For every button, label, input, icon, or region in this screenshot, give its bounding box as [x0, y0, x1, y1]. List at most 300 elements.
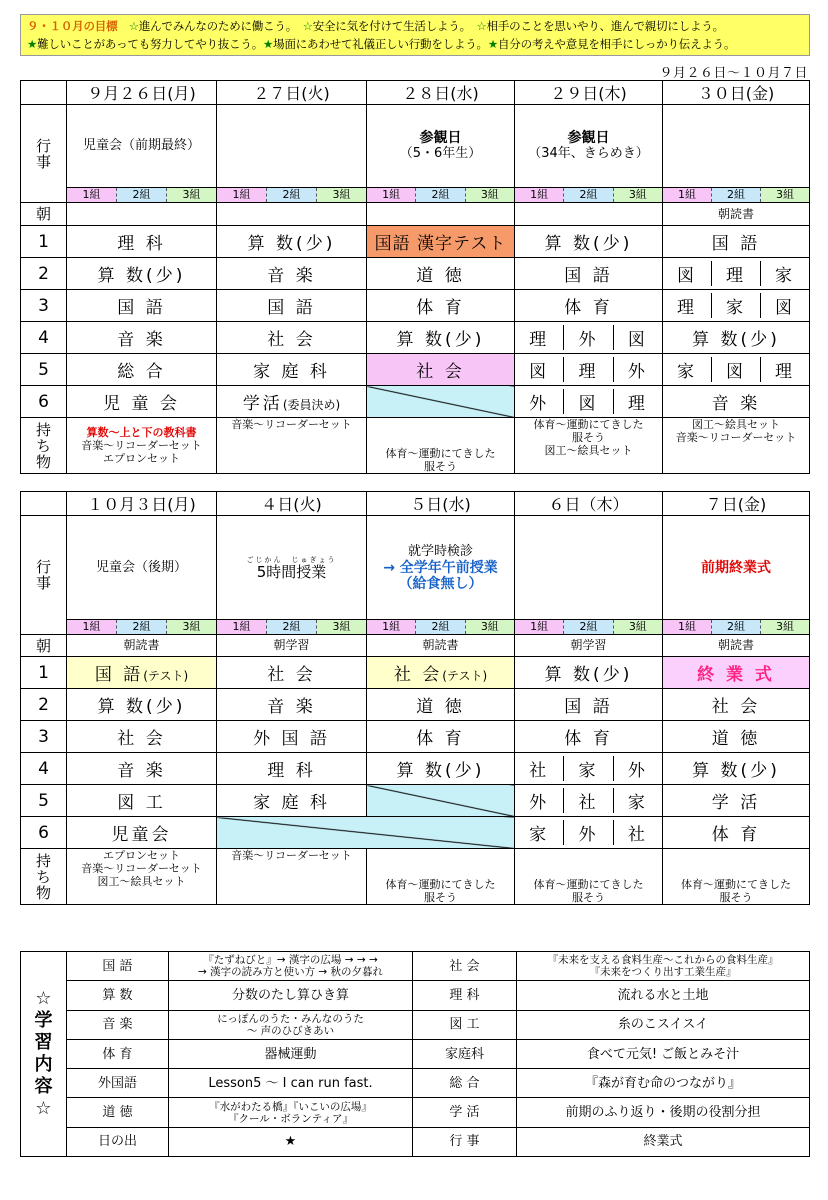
rotation-subject: 社 — [613, 820, 662, 845]
items-line: 服そう — [424, 460, 457, 473]
study-content-line: にっぽんのうた・みんなのうた — [217, 1012, 364, 1025]
class-label: 3組 — [466, 188, 514, 202]
rotation-subject: 外 — [563, 325, 612, 350]
subject-name: 算 数(少) — [544, 665, 633, 685]
period-number: 2 — [21, 689, 67, 721]
subject-cell — [663, 322, 810, 354]
subject-cell — [367, 226, 515, 258]
study-content-line: 『水がわたる橋』『いこいの広場』 — [209, 1100, 372, 1113]
class-strip — [217, 188, 367, 203]
day-header: ９月２６日(月) — [67, 81, 217, 105]
rotation-subject: 外 — [529, 793, 550, 813]
subject-note: (テスト) — [442, 669, 488, 683]
event-cell — [217, 516, 367, 620]
subject-name: 国 語 — [94, 665, 144, 685]
study-content — [169, 1010, 413, 1039]
subject-cell — [67, 721, 217, 753]
class-label: 1組 — [367, 188, 415, 202]
subject-name: 国 語 — [117, 298, 166, 318]
items-cell — [217, 849, 367, 905]
subject-name: 家 庭 科 — [253, 793, 330, 813]
study-vertical-title: ☆ 学 習 内 容 ☆ — [21, 952, 67, 1157]
subject-name: 道 徳 — [416, 266, 465, 286]
goal-segment: ★ — [263, 37, 274, 51]
subject-name: 社 会 — [416, 362, 465, 382]
rotation-subject: 図 — [613, 325, 662, 350]
subject-name: 国語 漢字テスト — [374, 234, 507, 254]
items-line: エプロンセット — [103, 849, 180, 862]
subject-name: 算 数(少) — [396, 761, 485, 781]
subject-cell — [515, 226, 663, 258]
day-header: ５日(水) — [367, 492, 515, 516]
subject-cell — [515, 657, 663, 689]
subject-cell — [663, 290, 810, 322]
rotation-subject: 理 — [760, 357, 809, 382]
study-content — [517, 1069, 810, 1098]
study-content-line: 前期のふり返り・後期の役割分担 — [565, 1105, 761, 1121]
study-content — [517, 1039, 810, 1068]
event-cell — [663, 516, 810, 620]
goal-segment: ☆ — [465, 19, 487, 33]
subject-note: (テスト) — [143, 669, 189, 683]
class-label: 3組 — [466, 620, 514, 634]
event-title: 参観日 — [419, 130, 462, 146]
study-subject: 総 合 — [413, 1069, 517, 1098]
items-line: 図工～絵具セット — [544, 444, 633, 457]
subject-cell — [217, 290, 367, 322]
subject-cell — [67, 290, 217, 322]
rotation-subject: 家 — [760, 261, 809, 286]
period-number: 4 — [21, 322, 67, 354]
subject-name: 国 語 — [267, 298, 316, 318]
study-content — [517, 981, 810, 1010]
rotation-subject: 理 — [711, 261, 760, 286]
subject-cell — [515, 721, 663, 753]
subject-cell — [663, 721, 810, 753]
class-label: 3組 — [167, 620, 216, 634]
day-header: ４日(火) — [217, 492, 367, 516]
class-label: 2組 — [415, 188, 465, 202]
study-subject: 学 活 — [413, 1098, 517, 1127]
study-content — [169, 981, 413, 1010]
study-content — [169, 1098, 413, 1127]
subject-name: 音 楽 — [711, 394, 761, 414]
goal-segment: 相手のことを思いやり、進んで親切にしよう。 — [486, 19, 724, 33]
subject-name: 総 合 — [117, 362, 166, 382]
subject-cell — [217, 817, 515, 849]
event-line: （5・6年生） — [399, 146, 482, 161]
class-strip — [367, 620, 515, 635]
class-label: 2組 — [563, 620, 613, 634]
subject-cell — [67, 753, 217, 785]
subject-cell — [67, 226, 217, 258]
class-strip — [367, 188, 515, 203]
class-label: 2組 — [116, 620, 167, 634]
gyoji-label: 行 事 — [21, 105, 67, 203]
rotation-subject: 家 — [529, 825, 550, 845]
rotation-subject: 理 — [613, 389, 662, 414]
study-content — [517, 952, 810, 981]
subject-name: 算 数(少) — [692, 330, 780, 350]
items-line: 音楽～リコーダーセット — [231, 418, 352, 431]
subject-name: 児 童 会 — [103, 394, 180, 414]
period-number: 3 — [21, 290, 67, 322]
event-cell — [515, 516, 663, 620]
items-line: 服そう — [572, 431, 605, 444]
goals-line-2 — [27, 35, 803, 53]
subject-name: 理 科 — [267, 761, 316, 781]
goal-segment: 場面にあわせて礼儀正しい行動をしよう。 — [273, 37, 488, 51]
goal-segment: 安全に気を付けて生活しよう。 — [312, 19, 466, 33]
class-label: 1組 — [67, 188, 116, 202]
subject-name: 理 科 — [117, 234, 166, 254]
subject-name: 算 数(少) — [396, 330, 485, 350]
event-cell — [67, 516, 217, 620]
subject-cell — [217, 258, 367, 290]
goal-segment: ９・１０月の目標 — [27, 19, 118, 33]
study-content-line: 『未来を支える食料生産～これからの食料生産』 — [547, 954, 779, 967]
items-line: 服そう — [424, 891, 457, 904]
class-label: 2組 — [266, 620, 317, 634]
goal-segment: ★ — [487, 37, 498, 51]
subject-cell — [663, 258, 810, 290]
class-label: 1組 — [67, 620, 116, 634]
period-number: 5 — [21, 354, 67, 386]
subject-cell — [515, 354, 663, 386]
study-content-line: → 漢字の読み方と使い方 → 秋の夕暮れ — [197, 966, 384, 979]
subject-cell — [367, 785, 515, 817]
study-content-line: 食べて元気! ご飯とみそ汁 — [586, 1046, 740, 1062]
subject-name: 社 会 — [117, 729, 166, 749]
study-content-line: ★ — [284, 1134, 297, 1150]
subject-cell — [217, 721, 367, 753]
gyoji-label: 行 事 — [21, 516, 67, 635]
morning-activity: 朝学習 — [515, 635, 663, 657]
subject-name: 音 楽 — [267, 697, 316, 717]
class-label: 3組 — [614, 188, 662, 202]
subject-cell — [217, 322, 367, 354]
rotation-subject: 理 — [529, 330, 550, 350]
subject-cell — [217, 785, 367, 817]
rotation-subject: 図 — [677, 266, 697, 286]
subject-cell — [663, 657, 810, 689]
class-label: 2組 — [116, 188, 167, 202]
study-subject: 図 工 — [413, 1010, 517, 1039]
event-line: 児童会（後期） — [95, 559, 187, 575]
rotation-subject: 外 — [563, 820, 612, 845]
class-label: 2組 — [711, 188, 761, 202]
day-header: ７日(金) — [663, 492, 810, 516]
items-line: 図工～絵具セット — [97, 875, 186, 888]
items-line: 音楽～リコーダーセット — [81, 862, 202, 875]
items-cell — [367, 849, 515, 905]
study-content — [169, 1069, 413, 1098]
event-cell — [515, 105, 663, 188]
rotation-subject: 家 — [613, 788, 662, 813]
class-label: 2組 — [266, 188, 317, 202]
class-strip — [515, 188, 663, 203]
subject-name: 道 徳 — [416, 697, 465, 717]
items-line: 体育～運動にてきした — [385, 878, 496, 891]
items-cell — [515, 849, 663, 905]
subject-name: 音 楽 — [267, 266, 316, 286]
morning-label: 朝 — [21, 635, 67, 657]
subject-name: 音 楽 — [117, 761, 166, 781]
subject-name: 学 活 — [711, 793, 761, 813]
event-line: 5時間授業 — [256, 562, 327, 581]
study-subject: 社 会 — [413, 952, 517, 981]
subject-name: 算 数(少) — [97, 697, 186, 717]
items-cell — [67, 849, 217, 905]
class-label: 3組 — [317, 188, 366, 202]
event-note: （給食無し） — [398, 575, 483, 592]
items-line: 服そう — [719, 891, 753, 904]
study-content-line: 終業式 — [643, 1134, 683, 1150]
subject-name: 外 国 語 — [253, 729, 330, 749]
subject-cell — [663, 785, 810, 817]
study-content-line: 器械運動 — [264, 1046, 317, 1062]
subject-name: 体 育 — [416, 298, 465, 318]
rotation-subject: 外 — [613, 357, 662, 382]
subject-name: 社 会 — [267, 330, 316, 350]
study-content — [169, 952, 413, 981]
study-subject: 算 数 — [67, 981, 169, 1010]
class-label: 3組 — [317, 620, 366, 634]
study-content — [169, 1127, 413, 1156]
subject-cell — [67, 386, 217, 418]
mochimono-label: 持 ち 物 — [21, 418, 67, 474]
day-header: ６日（木） — [515, 492, 663, 516]
subject-cell — [217, 354, 367, 386]
study-subject: 行 事 — [413, 1127, 517, 1156]
subject-cell — [663, 753, 810, 785]
rotation-subject: 家 — [711, 293, 760, 318]
period-number: 1 — [21, 226, 67, 258]
class-label: 1組 — [663, 620, 711, 634]
class-label: 1組 — [515, 188, 563, 202]
study-content — [517, 1098, 810, 1127]
subject-name: 算 数(少) — [97, 266, 186, 286]
morning-activity — [217, 203, 367, 226]
class-label: 3組 — [761, 620, 809, 634]
subject-name: 体 育 — [564, 729, 613, 749]
rotation-subject: 社 — [529, 761, 550, 781]
subject-cell — [663, 226, 810, 258]
class-label: 3組 — [761, 188, 809, 202]
subject-cell — [367, 290, 515, 322]
subject-cell — [515, 258, 663, 290]
class-label: 1組 — [663, 188, 711, 202]
class-strip — [663, 188, 810, 203]
morning-activity: 朝読書 — [67, 635, 217, 657]
subject-cell — [515, 753, 663, 785]
subject-cell — [515, 322, 663, 354]
study-content — [169, 1039, 413, 1068]
subject-cell — [217, 386, 367, 418]
study-subject: 道 徳 — [67, 1098, 169, 1127]
mochimono-label: 持 ち 物 — [21, 849, 67, 905]
items-line: 体育～運動にてきした — [385, 447, 496, 460]
subject-cell — [515, 290, 663, 322]
subject-cell — [367, 258, 515, 290]
study-subject: 音 楽 — [67, 1010, 169, 1039]
subject-cell — [67, 817, 217, 849]
morning-activity: 朝読書 — [663, 635, 810, 657]
period-number: 2 — [21, 258, 67, 290]
subject-name: 算 数(少) — [544, 234, 633, 254]
subject-cell — [367, 721, 515, 753]
subject-cell — [367, 657, 515, 689]
class-label: 1組 — [217, 620, 266, 634]
date-range: ９月２６日～１０月７日 — [659, 66, 808, 81]
subject-name: 算 数(少) — [692, 761, 780, 781]
items-line: 体育～運動にてきした — [533, 418, 644, 431]
subject-cell — [67, 785, 217, 817]
subject-cell — [515, 386, 663, 418]
schedule-week-2 — [20, 491, 810, 905]
goal-segment: ★ — [27, 37, 38, 51]
subject-name: 図 工 — [117, 793, 166, 813]
event-cell — [663, 105, 810, 188]
study-content-line: 『クール・ボランティア』 — [228, 1112, 353, 1125]
subject-name: 音 楽 — [117, 330, 166, 350]
items-line: 服そう — [572, 891, 605, 904]
subject-name: 終 業 式 — [697, 665, 775, 685]
period-number: 6 — [21, 817, 67, 849]
items-cell — [367, 418, 515, 474]
subject-name: 体 育 — [711, 825, 761, 845]
items-line: 図工～絵具セット — [692, 418, 780, 431]
morning-activity — [67, 203, 217, 226]
rotation-subject: 図 — [529, 362, 550, 382]
event-line: （34年、きらめき） — [528, 146, 649, 161]
rotation-subject: 社 — [563, 788, 612, 813]
event-line: 児童会（前期最終） — [82, 138, 200, 153]
study-subject: 国 語 — [67, 952, 169, 981]
subject-cell — [515, 689, 663, 721]
subject-name: 学活 — [242, 394, 283, 414]
study-contents-table — [20, 951, 810, 1157]
corner-cell — [21, 81, 67, 105]
subject-name: 社 会 — [267, 665, 316, 685]
class-strip — [663, 620, 810, 635]
subject-name: 算 数(少) — [247, 234, 336, 254]
subject-cell — [217, 753, 367, 785]
subject-cell — [67, 354, 217, 386]
morning-activity — [367, 203, 515, 226]
study-content-line: Lesson5 ～ I can run fast. — [208, 1075, 373, 1091]
event-note: → 全学年午前授業 — [383, 559, 498, 576]
event-line: 就学時検診 — [407, 543, 473, 559]
morning-activity: 朝読書 — [663, 203, 810, 226]
items-line: 体育～運動にてきした — [533, 878, 644, 891]
items-highlight: 算数～上と下の教科書 — [86, 426, 197, 439]
event-highlight: 前期終業式 — [701, 559, 771, 576]
goal-segment: ☆ — [291, 19, 313, 33]
subject-name: 社 会 — [393, 665, 443, 685]
items-cell — [515, 418, 663, 474]
class-label: 2組 — [415, 620, 465, 634]
items-cell — [217, 418, 367, 474]
morning-activity: 朝読書 — [367, 635, 515, 657]
class-strip — [217, 620, 367, 635]
study-content-line: 『森が育む命のつながり』 — [584, 1075, 741, 1091]
subject-cell — [663, 689, 810, 721]
class-label: 2組 — [711, 620, 761, 634]
subject-cell — [663, 354, 810, 386]
items-line: 音楽～リコーダーセット — [231, 849, 352, 862]
morning-activity: 朝学習 — [217, 635, 367, 657]
event-cell — [217, 105, 367, 188]
class-strip — [67, 620, 217, 635]
study-content — [517, 1010, 810, 1039]
subject-cell — [367, 753, 515, 785]
subject-cell — [367, 322, 515, 354]
event-cell — [367, 105, 515, 188]
study-subject: 家庭科 — [413, 1039, 517, 1068]
subject-name: 体 育 — [564, 298, 613, 318]
study-content — [517, 1127, 810, 1156]
subject-name: 国 語 — [711, 234, 761, 254]
items-line: 音楽～リコーダーセット — [675, 431, 797, 444]
goal-segment: 自分の考えや意見を相手にしっかり伝えよう。 — [497, 37, 736, 51]
items-line: 体育～運動にてきした — [681, 878, 791, 891]
rotation-subject: 図 — [711, 357, 760, 382]
goals-line-1 — [27, 17, 803, 35]
rotation-subject: 家 — [563, 756, 612, 781]
day-header: ３０日(金) — [663, 81, 810, 105]
items-cell — [663, 418, 810, 474]
study-subject: 理 科 — [413, 981, 517, 1010]
monthly-goals — [20, 14, 810, 56]
goal-segment: ☆ — [117, 19, 139, 33]
items-line: 音楽～リコーダーセット — [81, 439, 202, 452]
rotation-subject: 図 — [563, 389, 612, 414]
subject-name: 児童会 — [111, 825, 172, 845]
class-label: 3組 — [167, 188, 216, 202]
day-header: １０月３日(月) — [67, 492, 217, 516]
corner-cell — [21, 492, 67, 516]
study-subject: 日の出 — [67, 1127, 169, 1156]
subject-note: (委員決め) — [282, 398, 341, 412]
study-content-line: 『たずねびと』→ 漢字の広場 → → → — [203, 954, 378, 967]
study-content-line: ～ 声のひびきあい — [246, 1024, 335, 1037]
subject-name: 社 会 — [711, 697, 761, 717]
event-cell — [367, 516, 515, 620]
subject-name: 国 語 — [564, 697, 613, 717]
class-strip — [67, 188, 217, 203]
goal-segment: 進んでみんなのために働こう。 — [138, 19, 292, 33]
morning-label: 朝 — [21, 203, 67, 226]
day-header: ２９日(木) — [515, 81, 663, 105]
subject-cell — [663, 817, 810, 849]
goal-segment: 難しいことがあっても努力してやり抜こう。 — [37, 37, 264, 51]
study-content-line: 糸のこスイスイ — [617, 1017, 709, 1033]
rotation-subject: 外 — [529, 394, 550, 414]
subject-cell — [67, 689, 217, 721]
subject-name: 体 育 — [416, 729, 465, 749]
class-label: 3組 — [614, 620, 662, 634]
study-subject: 外国語 — [67, 1069, 169, 1098]
class-label: 1組 — [217, 188, 266, 202]
subject-cell — [67, 258, 217, 290]
period-number: 4 — [21, 753, 67, 785]
period-number: 1 — [21, 657, 67, 689]
schedule-week-1 — [20, 80, 810, 474]
subject-cell — [367, 689, 515, 721]
event-title: 参観日 — [567, 130, 610, 146]
rotation-subject: 理 — [563, 357, 612, 382]
